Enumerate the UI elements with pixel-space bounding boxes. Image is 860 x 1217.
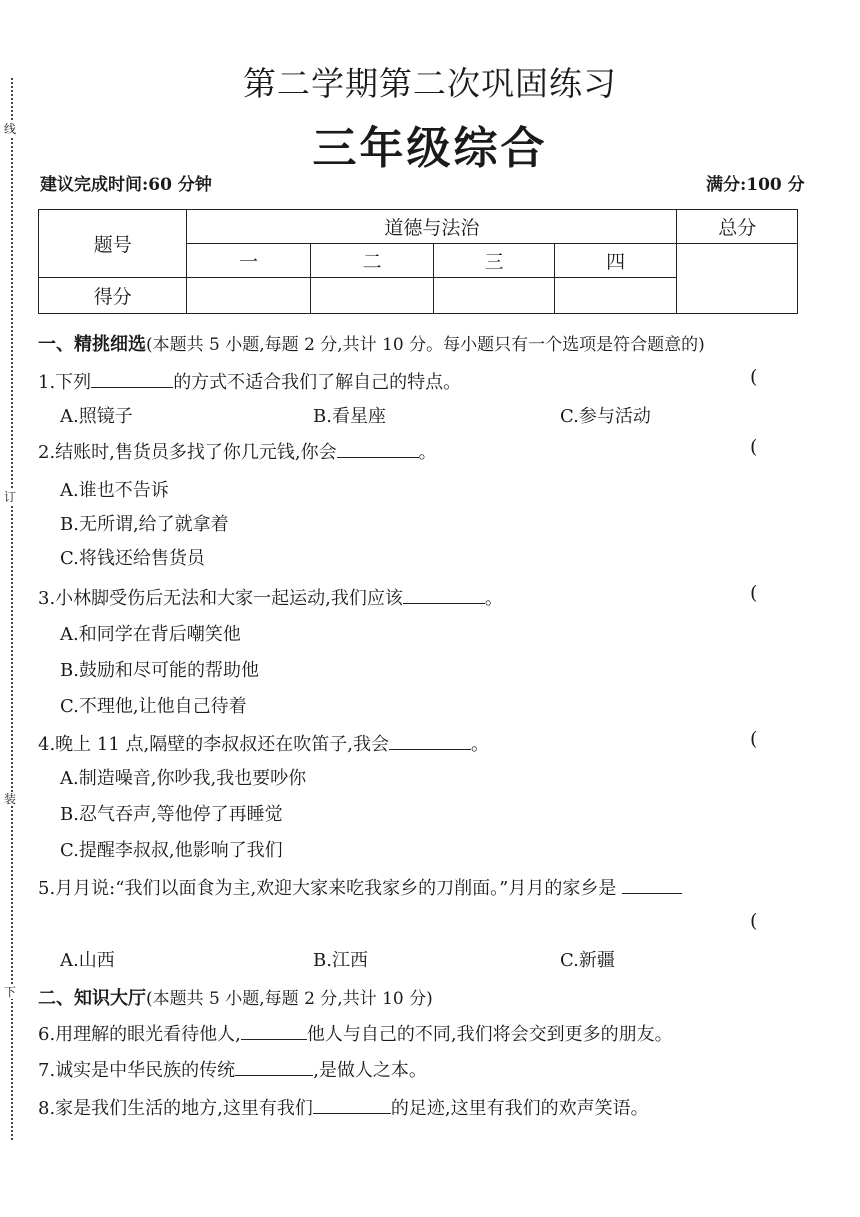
question-3-answer-paren[interactable]: ( [750,582,758,604]
question-4-blank[interactable] [389,733,471,750]
binding-dotted-line [11,78,13,1140]
question-1-option-a: A.照镜子 [60,406,133,427]
question-number-header: 题号 [39,210,187,278]
question-6 [38,1020,673,1046]
full-score-label: 满分:100 分 [706,175,805,195]
question-4-text-end: 。 [470,734,489,755]
question-1 [38,368,461,394]
column-2: 二 [310,244,434,278]
subject-header: 道德与法治 [187,210,677,244]
question-3 [38,584,503,610]
question-4 [38,730,489,756]
score-cell-3[interactable] [434,278,555,314]
score-cell-1[interactable] [187,278,311,314]
question-1-option-b: B.看星座 [313,406,386,427]
question-6-blank[interactable] [241,1023,307,1040]
time-label: 建议完成时间:60 分钟 [40,175,212,195]
score-cell-4[interactable] [554,278,677,314]
question-8-text-end: 的足迹,这里有我们的欢声笑语。 [390,1098,649,1119]
question-7-text-end: ,是做人之本。 [313,1060,427,1081]
question-7 [38,1056,427,1082]
section-1-title: 一、精挑细选 [38,334,146,355]
binding-char-xia: 下 [4,985,17,999]
question-1-blank[interactable] [91,371,173,388]
section-2-heading [38,984,433,1010]
question-1-option-c: C.参与活动 [560,406,651,427]
binding-char-xian: 线 [4,122,17,136]
question-7-blank[interactable] [235,1059,313,1076]
question-2 [38,438,437,464]
question-3-text: 3.小林脚受伤后无法和大家一起运动,我们应该 [38,588,403,609]
question-2-text-end: 。 [418,442,437,463]
question-1-text-end: 的方式不适合我们了解自己的特点。 [173,372,462,393]
question-7-text: 7.诚实是中华民族的传统 [38,1060,236,1081]
question-8 [38,1094,649,1120]
total-score-cell[interactable] [677,244,798,314]
question-4-option-b: B.忍气吞声,等他停了再睡觉 [60,804,283,825]
question-1-text: 1.下列 [38,372,92,393]
question-6-text-end: 他人与自己的不同,我们将会交到更多的朋友。 [306,1024,673,1045]
question-3-option-c: C.不理他,让他自己待着 [60,696,247,717]
page-title: 第二学期第二次巩固练习 [243,64,617,103]
question-2-option-c: C.将钱还给售货员 [60,548,205,569]
question-3-option-b: B.鼓励和尽可能的帮助他 [60,660,259,681]
score-table [38,209,798,314]
question-8-text: 8.家是我们生活的地方,这里有我们 [38,1098,313,1119]
question-5-text: 5.月月说:“我们以面食为主,欢迎大家来吃我家乡的刀削面。”月月的家乡是 [38,878,617,899]
question-4-text: 4.晚上 11 点,隔壁的李叔叔还在吹笛子,我会 [38,734,389,755]
question-3-option-a: A.和同学在背后嘲笑他 [60,624,241,645]
question-6-text: 6.用理解的眼光看待他人, [38,1024,241,1045]
column-4: 四 [554,244,677,278]
question-2-option-b: B.无所谓,给了就拿着 [60,514,229,535]
question-5 [38,874,682,900]
column-3: 三 [434,244,555,278]
page-subtitle: 三年级综合 [312,123,548,174]
section-1-note: (本题共 5 小题,每题 2 分,共计 10 分。每小题只有一个选项是符合题意的) [146,335,705,355]
question-2-blank[interactable] [337,441,419,458]
question-5-option-b: B.江西 [313,950,368,971]
question-3-blank[interactable] [403,587,485,604]
question-2-option-a: A.谁也不告诉 [60,480,169,501]
question-3-text-end: 。 [484,588,503,609]
column-1: 一 [187,244,311,278]
question-2-text: 2.结账时,售货员多找了你几元钱,你会 [38,442,337,463]
question-5-option-c: C.新疆 [560,950,615,971]
score-cell-2[interactable] [310,278,434,314]
question-5-answer-paren[interactable]: ( [750,910,758,932]
section-2-note: (本题共 5 小题,每题 2 分,共计 10 分) [146,989,433,1009]
question-4-option-a: A.制造噪音,你吵我,我也要吵你 [60,768,307,789]
question-5-option-a: A.山西 [60,950,115,971]
section-1-heading [38,330,705,356]
question-4-answer-paren[interactable]: ( [750,728,758,750]
binding-char-zhuang: 装 [4,792,17,806]
binding-char-ding: 订 [4,490,17,504]
question-4-option-c: C.提醒李叔叔,他影响了我们 [60,840,283,861]
section-2-title: 二、知识大厅 [38,988,146,1009]
question-1-answer-paren[interactable]: ( [750,366,758,388]
total-header: 总分 [677,210,798,244]
score-row-header: 得分 [39,278,187,314]
question-5-blank[interactable] [622,877,682,894]
question-8-blank[interactable] [313,1097,391,1114]
question-2-answer-paren[interactable]: ( [750,436,758,458]
